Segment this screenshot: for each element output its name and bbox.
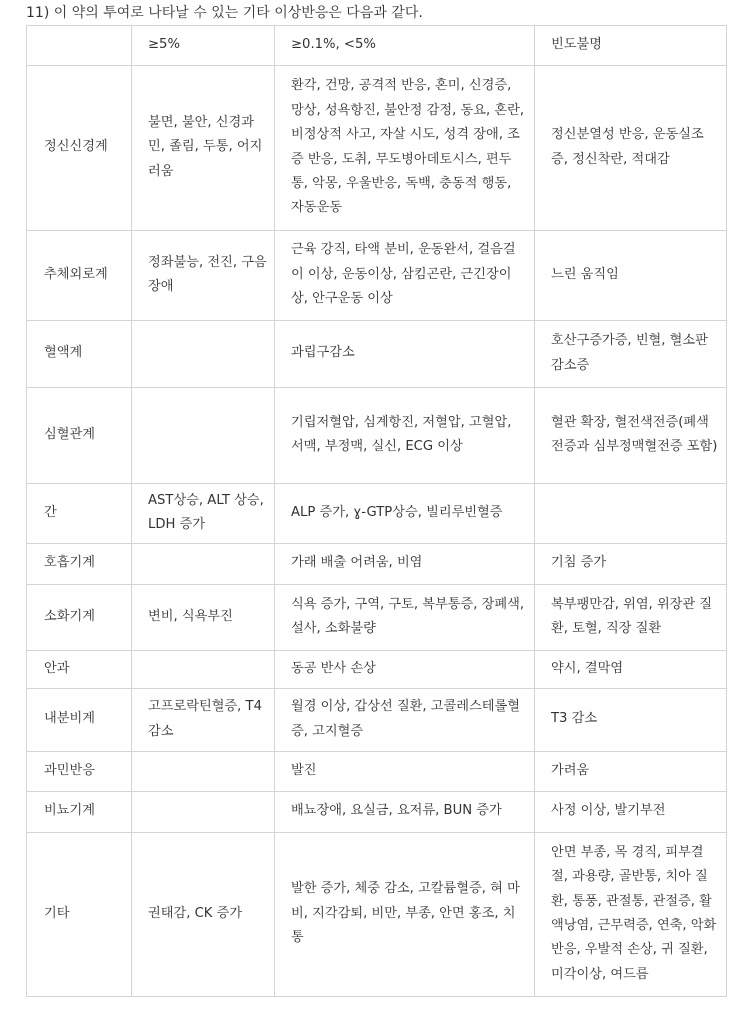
cell-ge5 [132, 792, 275, 833]
table-row [27, 833, 727, 997]
table-row [27, 231, 727, 321]
header-unknown-frequency: 빈도불명 [535, 26, 727, 66]
cell-unknown: 느린 움직임 [535, 231, 727, 321]
cell-unknown: 복부팽만감, 위염, 위장관 질환, 토혈, 직장 질환 [535, 585, 727, 651]
table-row [27, 585, 727, 651]
cell-ge5 [132, 752, 275, 792]
cell-unknown: T3 감소 [535, 689, 727, 752]
cell-01-to-5: 배뇨장애, 요실금, 요저류, BUN 증가 [275, 792, 535, 833]
cell-unknown: 기침 증가 [535, 544, 727, 585]
cell-unknown: 가려움 [535, 752, 727, 792]
cell-ge5: 권태감, CK 증가 [132, 833, 275, 997]
cell-ge5 [132, 651, 275, 689]
row-category: 혈액계 [27, 321, 132, 388]
cell-01-to-5: 가래 배출 어려움, 비염 [275, 544, 535, 585]
cell-ge5 [132, 321, 275, 388]
table-row [27, 484, 727, 544]
cell-01-to-5: ALP 증가, ɣ-GTP상승, 빌리루빈혈증 [275, 484, 535, 544]
row-category: 비뇨기계 [27, 792, 132, 833]
cell-ge5: 고프로락틴혈증, T4 감소 [132, 689, 275, 752]
row-category: 소화기계 [27, 585, 132, 651]
cell-unknown: 사정 이상, 발기부전 [535, 792, 727, 833]
adverse-reactions-table [26, 25, 727, 997]
cell-unknown: 혈관 확장, 혈전색전증(폐색전증과 심부정맥혈전증 포함) [535, 388, 727, 484]
cell-01-to-5: 환각, 건망, 공격적 반응, 혼미, 신경증, 망상, 성욕항진, 불안정 감정, 동요, 혼란, 비정상적 사고, 자살 시도, 성격 장애, 조증 반응, 도취, 무도병아데토시스, 편두통, 악몽, 우울반응, 독백, 충동적 행동, 자동운동 [275, 66, 535, 231]
row-category: 내분비계 [27, 689, 132, 752]
table-row [27, 651, 727, 689]
row-category: 정신신경계 [27, 66, 132, 231]
cell-unknown: 호산구증가증, 빈혈, 혈소판감소증 [535, 321, 727, 388]
header-01-to-5: ≥0.1%, <5% [275, 26, 535, 66]
cell-ge5: 정좌불능, 전진, 구음장애 [132, 231, 275, 321]
cell-01-to-5: 과립구감소 [275, 321, 535, 388]
table-row [27, 321, 727, 388]
row-category: 심혈관계 [27, 388, 132, 484]
table-row [27, 792, 727, 833]
cell-01-to-5: 월경 이상, 갑상선 질환, 고콜레스테롤혈증, 고지혈증 [275, 689, 535, 752]
cell-01-to-5: 동공 반사 손상 [275, 651, 535, 689]
header-blank-cell [27, 26, 132, 66]
cell-01-to-5: 식욕 증가, 구역, 구토, 복부통증, 장폐색, 설사, 소화불량 [275, 585, 535, 651]
cell-01-to-5: 기립저혈압, 심계항진, 저혈압, 고혈압, 서맥, 부정맥, 실신, ECG 이상 [275, 388, 535, 484]
cell-01-to-5: 발진 [275, 752, 535, 792]
header-ge5: ≥5% [132, 26, 275, 66]
cell-unknown: 정신분열성 반응, 운동실조증, 정신착란, 적대감 [535, 66, 727, 231]
cell-ge5: AST상승, ALT 상승, LDH 증가 [132, 484, 275, 544]
cell-unknown [535, 484, 727, 544]
table-row [27, 66, 727, 231]
table-row [27, 544, 727, 585]
row-category: 과민반응 [27, 752, 132, 792]
cell-unknown: 약시, 결막염 [535, 651, 727, 689]
table-row [27, 388, 727, 484]
row-category: 안과 [27, 651, 132, 689]
row-category: 호흡기계 [27, 544, 132, 585]
table-row [27, 752, 727, 792]
cell-ge5 [132, 544, 275, 585]
table-row [27, 689, 727, 752]
cell-01-to-5: 발한 증가, 체중 감소, 고칼륨혈증, 혀 마비, 지각감퇴, 비만, 부종, 안면 홍조, 치통 [275, 833, 535, 997]
row-category: 간 [27, 484, 132, 544]
cell-01-to-5: 근육 강직, 타액 분비, 운동완서, 걸음걸이 이상, 운동이상, 삼킴곤란, 근긴장이상, 안구운동 이상 [275, 231, 535, 321]
header-row [27, 26, 727, 66]
row-category: 기타 [27, 833, 132, 997]
cell-ge5: 불면, 불안, 신경과민, 졸림, 두통, 어지러움 [132, 66, 275, 231]
cell-ge5 [132, 388, 275, 484]
cell-ge5: 변비, 식욕부진 [132, 585, 275, 651]
cell-unknown: 안면 부종, 목 경직, 피부결절, 과용량, 골반통, 치아 질환, 통풍, 관절통, 관절증, 활액낭염, 근무력증, 연축, 악화반응, 우발적 손상, 귀 질환, 미각이상, 여드름 [535, 833, 727, 997]
row-category: 추체외로계 [27, 231, 132, 321]
section-heading: 11) 이 약의 투여로 나타날 수 있는 기타 이상반응은 다음과 같다. [26, 5, 423, 21]
